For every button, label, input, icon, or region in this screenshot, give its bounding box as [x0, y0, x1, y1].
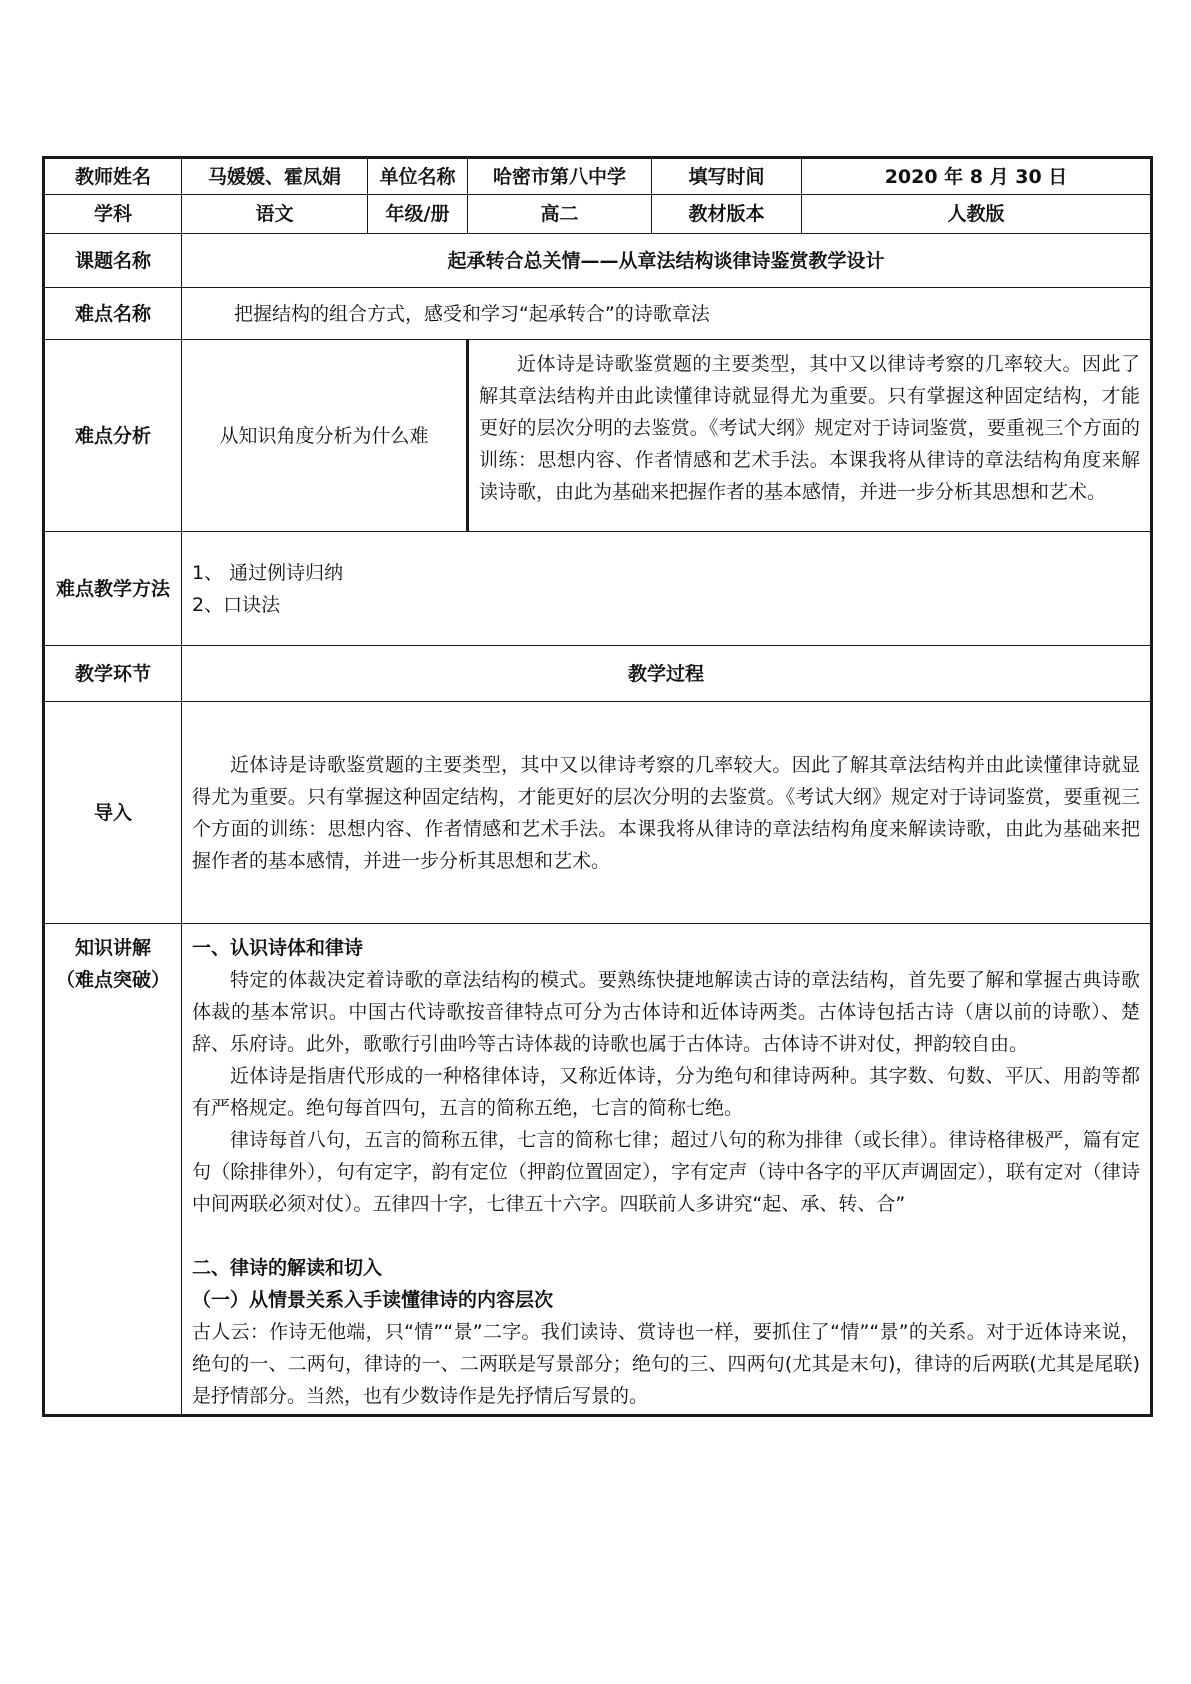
teacher-label: 教师姓名 — [44, 158, 182, 195]
section2-subtitle: （一）从情景关系入手读懂律诗的内容层次 — [192, 1289, 554, 1311]
grade-label: 年级/册 — [368, 195, 468, 234]
knowledge-row — [44, 924, 1152, 1416]
date-value: 2020 年 8 月 30 日 — [802, 158, 1152, 195]
textbook-label: 教材版本 — [652, 195, 802, 234]
paragraph-spacer — [192, 1220, 1140, 1252]
topic-label: 课题名称 — [44, 234, 182, 288]
analysis-text: 近体诗是诗歌鉴赏题的主要类型，其中又以律诗考察的几率较大。因此了解其章法结构并由此读懂律诗就显得尤为重要。只有掌握这种固定结构，才能更好的层次分明的去鉴赏。《考试大纲》规定对于诗词鉴赏，要重视三个方面的训练：思想内容、作者情感和艺术手法。本课我将从律诗的章法结构角度来解读诗歌，由此为基础来把握作者的基本感情，并进一步分析其思想和艺术。 — [479, 353, 1140, 503]
intro-cell — [182, 702, 1152, 924]
process-header-row — [44, 646, 1152, 702]
method-item: 2、口诀法 — [192, 593, 281, 616]
lesson-plan-table — [42, 156, 1153, 1417]
topic-row — [44, 234, 1152, 288]
analysis-row — [44, 340, 1152, 532]
subject-value: 语文 — [182, 195, 368, 234]
knowledge-label-line1: 知识讲解 — [74, 937, 151, 959]
methods-label: 难点教学方法 — [44, 532, 182, 646]
analysis-sub-label: 从知识角度分析为什么难 — [182, 340, 468, 532]
knowledge-label — [44, 924, 182, 1416]
teacher-value: 马媛媛、霍凤娟 — [182, 158, 368, 195]
method-item: 1、 通过例诗归纳 — [192, 561, 344, 584]
knowledge-label-line2: （难点突破） — [55, 969, 170, 991]
intro-label: 导入 — [44, 702, 182, 924]
grade-value: 高二 — [468, 195, 652, 234]
intro-row — [44, 702, 1152, 924]
unit-value: 哈密市第八中学 — [468, 158, 652, 195]
section2-title: 二、律诗的解读和切入 — [192, 1257, 383, 1279]
section1-paragraph: 律诗每首八句，五言的简称五律，七言的简称七律；超过八句的称为排律（或长律）。律诗格律极严，篇有定句（除排律外），句有定字，韵有定位（押韵位置固定），字有定声（诗中各字的平仄声调固定），联有定对（律诗中间两联必须对仗）。五律四十字，七律五十六字。四联前人多讲究“起、承、转、合” — [192, 1129, 1140, 1215]
header-row-2 — [44, 195, 1152, 234]
section1-title: 一、认识诗体和律诗 — [192, 937, 364, 959]
difficulty-row — [44, 288, 1152, 340]
difficulty-value: 把握结构的组合方式，感受和学习“起承转合”的诗歌章法 — [182, 288, 1152, 340]
intro-text: 近体诗是诗歌鉴赏题的主要类型，其中又以律诗考察的几率较大。因此了解其章法结构并由此读懂律诗就显得尤为重要。只有掌握这种固定结构，才能更好的层次分明的去鉴赏。《考试大纲》规定对于诗词鉴赏，要重视三个方面的训练：思想内容、作者情感和艺术手法。本课我将从律诗的章法结构角度来解读诗歌，由此为基础来把握作者的基本感情，并进一步分析其思想和艺术。 — [192, 753, 1140, 872]
textbook-value: 人教版 — [802, 195, 1152, 234]
header-row-1 — [44, 158, 1152, 195]
methods-cell — [182, 532, 1152, 646]
subject-label: 学科 — [44, 195, 182, 234]
unit-label: 单位名称 — [368, 158, 468, 195]
difficulty-label: 难点名称 — [44, 288, 182, 340]
date-label: 填写时间 — [652, 158, 802, 195]
topic-value: 起承转合总关情——从章法结构谈律诗鉴赏教学设计 — [182, 234, 1152, 288]
section1-paragraph: 特定的体裁决定着诗歌的章法结构的模式。要熟练快捷地解读古诗的章法结构，首先要了解和掌握古典诗歌体裁的基本常识。中国古代诗歌按音律特点可分为古体诗和近体诗两类。古体诗包括古诗（唐以前的诗歌）、楚辞、乐府诗。此外，歌歌行引曲吟等古诗体裁的诗歌也属于古体诗。古体诗不讲对仗，押韵较自由。 — [192, 969, 1140, 1055]
section1-paragraph: 近体诗是指唐代形成的一种格律体诗，又称近体诗，分为绝句和律诗两种。其字数、句数、平仄、用韵等都有严格规定。绝句每首四句，五言的简称五绝，七言的简称七绝。 — [192, 1065, 1140, 1119]
process-value: 教学过程 — [182, 646, 1152, 702]
process-label: 教学环节 — [44, 646, 182, 702]
methods-row — [44, 532, 1152, 646]
section2-paragraph: 古人云：作诗无他端，只“情”“景”二字。我们读诗、赏诗也一样，要抓住了“情”“景”的关系。对于近体诗来说，绝句的一、二两句，律诗的一、二两联是写景部分；绝句的三、四两句(尤其是末句)，律诗的后两联(尤其是尾联)是抒情部分。当然，也有少数诗作是先抒情后写景的。 — [192, 1321, 1140, 1407]
analysis-text-cell — [468, 340, 1152, 532]
knowledge-cell — [182, 924, 1152, 1416]
analysis-label: 难点分析 — [44, 340, 182, 532]
